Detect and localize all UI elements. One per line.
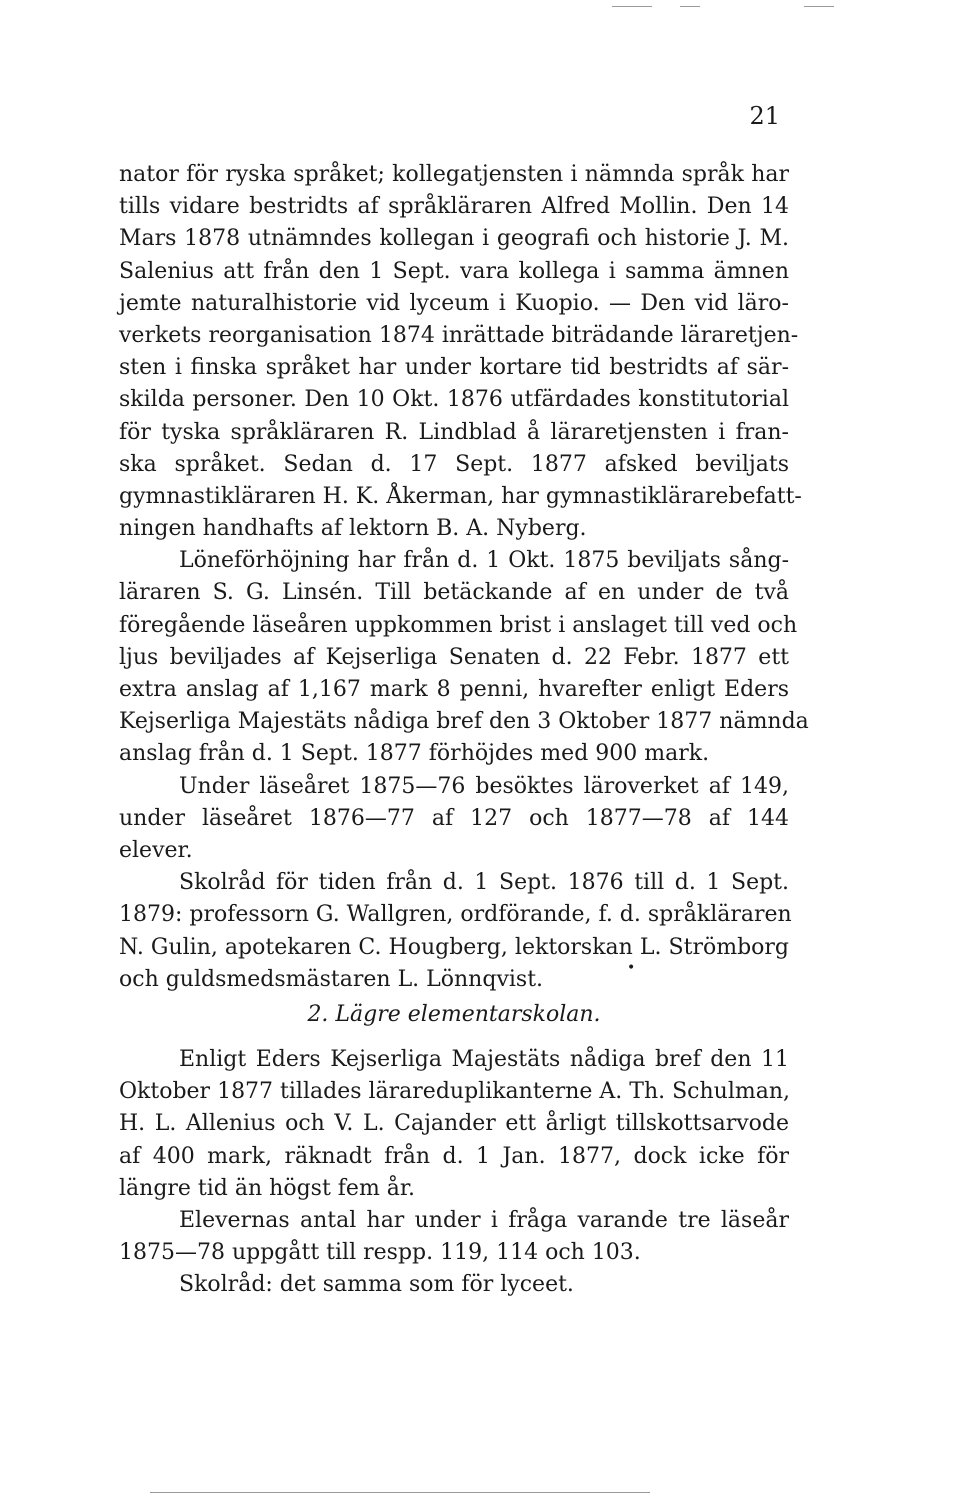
text-line: Löneförhöjning har från d. 1 Okt. 1875 beviljats sång- — [179, 548, 789, 574]
text-line: för tyska språkläraren R. Lindblad å läraretjensten i fran- — [119, 419, 789, 445]
text-line: Kejserliga Majestäts nådiga bref den 3 Oktober 1877 nämnda — [119, 709, 809, 735]
text-line: Under läseåret 1875—76 besöktes läroverket af 149, — [179, 773, 789, 799]
text-line: längre tid än högst fem år. — [119, 1175, 416, 1201]
text-line: Oktober 1877 tillades lärareduplikanterne A. Th. Schulman, — [119, 1079, 791, 1105]
text-line: sten i finska språket har under kortare tid bestridts af sär- — [119, 355, 789, 381]
text-line: Mars 1878 utnämndes kollegan i geografi och historie J. M. — [119, 226, 789, 252]
section-2-heading: 2. Lägre elementarskolan. — [307, 1002, 601, 1027]
text-line: elever. — [119, 837, 193, 863]
text-line: 1879: professorn G. Wallgren, ordförande, f. d. språkläraren — [119, 902, 792, 928]
text-line: extra anslag af 1,167 mark 8 penni, hvarefter enligt Eders — [119, 677, 789, 702]
section-1-text — [119, 159, 809, 996]
section-2-text — [119, 1044, 789, 1302]
text-line: ningen handhafts af lektorn B. A. Nyberg. — [119, 516, 587, 542]
text-line: verkets reorganisation 1874 inrättade biträdande läraretjen- — [119, 322, 799, 348]
text-line: tills vidare bestridts af språkläraren Alfred Mollin. Den 14 — [119, 194, 789, 220]
text-line: skilda personer. Den 10 Okt. 1876 utfärdades konstitutorial — [119, 387, 789, 413]
text-line: gymnastikläraren H. K. Åkerman, har gymnastiklärarebefatt- — [119, 483, 802, 509]
page-number: 21 — [749, 102, 780, 130]
text-line: föregående läseåren uppkommen brist i anslaget till ved och — [119, 612, 798, 638]
text-line: ljus beviljades af Kejserliga Senaten d. 22 Febr. 1877 ett — [119, 644, 789, 670]
text-line: nator för ryska språket; kollegatjensten i nämnda språk har — [119, 162, 789, 187]
text-line: Elevernas antal har under i fråga varande tre läseår — [179, 1207, 789, 1233]
text-line: 1875—78 uppgått till respp. 119, 114 och 103. — [119, 1240, 641, 1266]
stray-mark: • — [627, 960, 636, 976]
text-line: Skolråd för tiden från d. 1 Sept. 1876 till d. 1 Sept. — [179, 870, 789, 896]
text-line: Skolråd: det samma som för lyceet. — [179, 1272, 574, 1298]
text-line: Salenius att från den 1 Sept. vara kollega i samma ämnen — [119, 258, 789, 284]
text-line: Enligt Eders Kejserliga Majestäts nådiga bref den 11 — [179, 1047, 789, 1072]
text-line: ska språket. Sedan d. 17 Sept. 1877 afsked beviljats — [119, 451, 789, 477]
text-line: anslag från d. 1 Sept. 1877 förhöjdes med 900 mark. — [119, 741, 710, 767]
text-line: af 400 mark, räknadt från d. 1 Jan. 1877, dock icke för — [119, 1143, 789, 1169]
text-line: läraren S. G. Linsén. Till betäckande af en under de två — [119, 580, 789, 606]
text-line: H. L. Allenius och V. L. Cajander ett årligt tillskottsarvode — [119, 1111, 789, 1137]
scan-artifact — [150, 1492, 650, 1493]
text-line: N. Gulin, apotekaren C. Hougberg, lektorskan L. Strömborg — [119, 934, 789, 960]
text-line: och guldsmedsmästaren L. Lönnqvist. — [119, 966, 544, 992]
scan-artifact — [804, 6, 834, 7]
text-line: under läseåret 1876—77 af 127 och 1877—78 af 144 — [119, 805, 789, 831]
scan-artifact — [680, 6, 700, 7]
text-line: jemte naturalhistorie vid lyceum i Kuopio. — Den vid läro- — [119, 290, 789, 316]
scan-artifact — [612, 6, 652, 7]
